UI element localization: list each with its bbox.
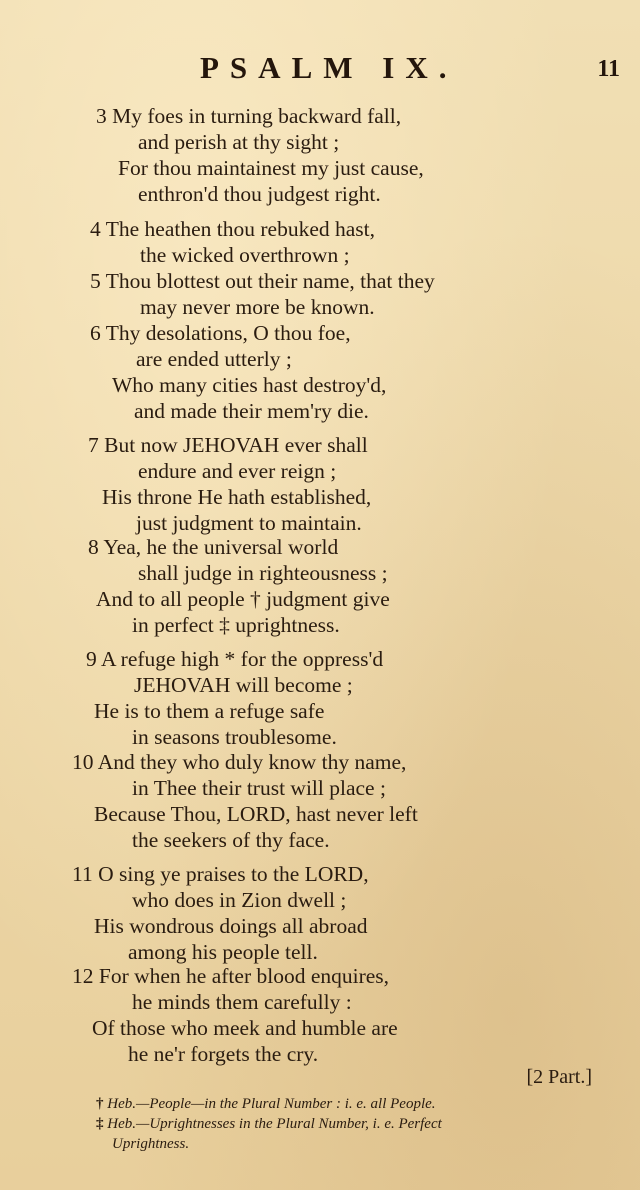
verse-line-text: And they who duly know thy name, [97, 750, 407, 774]
verse-number: 9 [86, 647, 97, 671]
verse-line: among his people tell. [128, 940, 318, 964]
verse-line: in seasons troublesome. [132, 725, 337, 749]
verse-line [72, 861, 369, 887]
verse-line [90, 268, 435, 294]
catchword: [2 Part.] [526, 1066, 592, 1088]
verse-line: His wondrous doings all abroad [94, 914, 368, 938]
footnote [96, 1114, 442, 1134]
verse-line: and made their mem'ry die. [134, 399, 369, 423]
verse-line: He is to them a refuge safe [94, 699, 325, 723]
verse-line [90, 216, 375, 242]
verse-number: 12 [72, 964, 94, 988]
verse-line-text: A refuge high * for the oppress'd [100, 647, 384, 671]
verse-line [90, 320, 351, 346]
footnote-text: Heb.—People—in the Plural Number : i. e. all People. [107, 1096, 436, 1112]
verse-line: and perish at thy sight ; [138, 130, 340, 154]
page-number: 11 [597, 56, 620, 82]
verse-line: Because Thou, LORD, hast never left [94, 802, 418, 826]
verse-line: he ne'r forgets the cry. [128, 1042, 319, 1066]
verse-line: enthron'd thou judgest right. [138, 182, 381, 206]
verse-line: just judgment to maintain. [136, 511, 362, 535]
verse-line: Who many cities hast destroy'd, [112, 373, 387, 397]
verse-number: 8 [88, 535, 99, 559]
verse-line: in Thee their trust will place ; [132, 776, 386, 800]
running-title: PSALM IX. [200, 50, 458, 85]
verse-number: 4 [90, 217, 101, 241]
footnote-text: Uprightness. [112, 1136, 190, 1152]
verse-line: who does in Zion dwell ; [132, 888, 347, 912]
verse-number: 7 [88, 433, 99, 457]
verse-number: 6 [90, 321, 101, 345]
verse-line: are ended utterly ; [136, 347, 292, 371]
verse-line: His throne He hath established, [102, 485, 372, 509]
verse-line: the wicked overthrown ; [140, 243, 350, 267]
verse-line-text: But now JEHOVAH ever shall [104, 433, 368, 457]
verse-line-text: O sing ye praises to the LORD, [98, 862, 369, 886]
verse-line: JEHOVAH will become ; [134, 673, 353, 697]
verse-line: in perfect ‡ uprightness. [132, 613, 340, 637]
verse-line: shall judge in righteousness ; [138, 561, 388, 585]
verse-number: 5 [90, 269, 101, 293]
verse-line-text: Yea, he the universal world [103, 535, 339, 559]
verse-line-text: Thou blottest out their name, that they [105, 269, 435, 293]
verse-line [72, 963, 389, 989]
verse-number: 11 [72, 862, 93, 886]
verse-line: And to all people † judgment give [96, 587, 390, 611]
verse-line: Of those who meek and humble are [92, 1016, 398, 1040]
verse-line [88, 432, 368, 458]
verse-line [86, 646, 383, 672]
footnote-continuation [112, 1134, 189, 1154]
verse-line: he minds them carefully : [132, 990, 352, 1014]
footnote-text: Heb.—Uprightnesses in the Plural Number, i. e. Perfect [107, 1116, 442, 1132]
verse-line: For thou maintainest my just cause, [118, 156, 424, 180]
verse-number: 3 [96, 104, 107, 128]
footnote [96, 1094, 436, 1114]
verse-number: 10 [72, 750, 94, 774]
verse-line [72, 749, 406, 775]
verse-line-text: My foes in turning backward fall, [112, 104, 402, 128]
verse-line: may never more be known. [140, 295, 375, 319]
verse-line: the seekers of thy face. [132, 828, 330, 852]
verse-line-text: For when he after blood enquires, [98, 964, 390, 988]
verse-line: endure and ever reign ; [138, 459, 337, 483]
verse-line-text: Thy desolations, O thou foe, [105, 321, 351, 345]
verse-line [88, 534, 338, 560]
verse-line [96, 103, 401, 129]
verse-line-text: The heathen thou rebuked hast, [105, 217, 376, 241]
footnote-mark: † [96, 1096, 104, 1112]
footnote-mark: ‡ [96, 1116, 104, 1132]
